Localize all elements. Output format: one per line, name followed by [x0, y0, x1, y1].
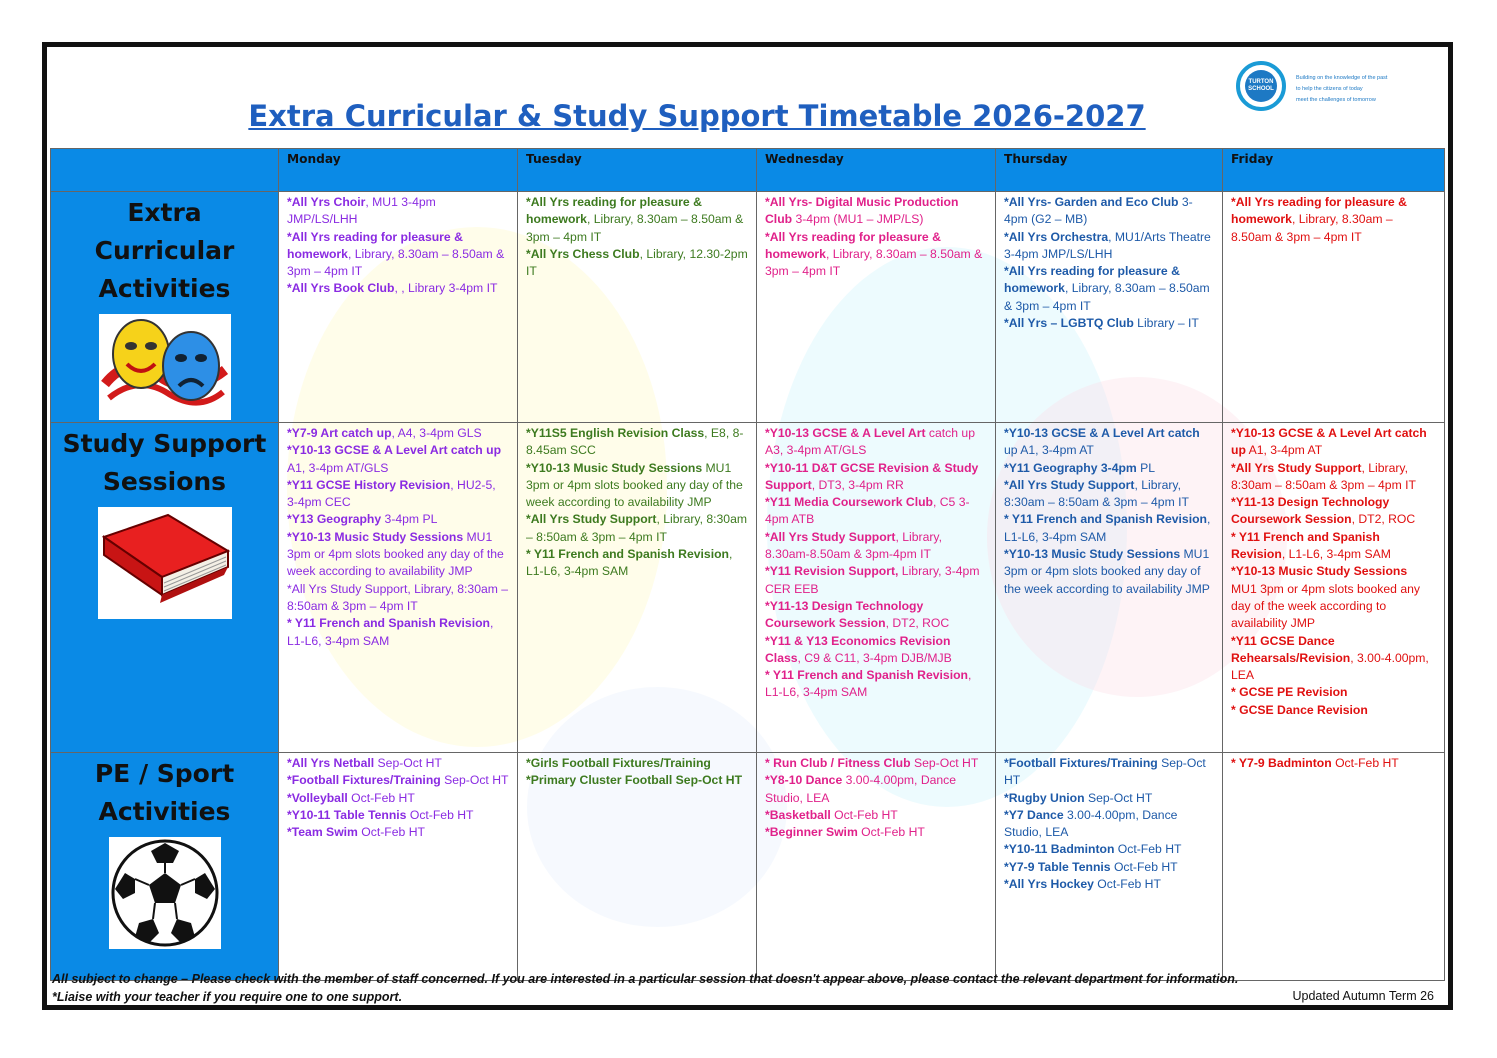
activity-name: *Y11 Geography 3-4pm — [1004, 460, 1137, 475]
activity-entry — [765, 824, 987, 841]
activity-name: *Beginner Swim — [765, 825, 858, 840]
activity-name: *Y11 GCSE Dance Rehearsals/Revision — [1231, 633, 1351, 665]
activity-name: *Y11 Media Coursework Club — [765, 495, 933, 510]
timetable-frame — [42, 42, 1453, 1010]
cell-mon — [279, 423, 518, 753]
footer-updated: Updated Autumn Term 26 — [1292, 989, 1434, 1003]
row-label: Extra Curricular — [94, 198, 235, 265]
row-header-study-support — [51, 423, 279, 753]
activity-details: , Library, 8.30am – 8.50am & 3pm – 4pm IT — [765, 246, 983, 279]
activity-entry — [287, 807, 509, 824]
activity-entry — [526, 460, 748, 512]
activity-entry — [526, 425, 748, 460]
activity-name: *Y11-13 Design Technology Coursework Session — [1231, 495, 1390, 527]
activity-details: up A1, 3-4pm AT — [1004, 443, 1094, 458]
activity-details: Oct-Feb HT — [406, 807, 474, 822]
logo-motto-line: meet the challenges of tomorrow — [1296, 97, 1376, 103]
activity-details: , Library, 8.30am – 8.50am & 3pm – 4pm IT — [526, 212, 744, 244]
activity-details: , C9 & C11, 3-4pm DJB/MJB — [797, 650, 952, 665]
activity-entry — [765, 229, 987, 281]
activity-name: *Y7-9 Table Tennis — [1004, 859, 1111, 874]
page-title: Extra Curricular & Study Support Timetable 2026-2027 — [248, 99, 1146, 133]
activity-details: , Library, 8.30am – 8.50am & 3pm – 4pm IT — [1231, 212, 1393, 244]
activity-name: *All Yrs Study Support — [765, 529, 896, 544]
activity-entry — [287, 229, 509, 281]
activity-entry — [1231, 425, 1436, 460]
day-header-thursday: Thursday — [996, 149, 1223, 192]
activity-entry — [765, 667, 987, 702]
cell-tue — [518, 192, 757, 423]
activity-name: *Y10-13 Music Study Sessions — [1231, 564, 1408, 579]
activity-entry — [1004, 460, 1214, 477]
activity-entry — [287, 425, 509, 442]
cell-tue — [518, 753, 757, 981]
cell-thu — [996, 753, 1223, 981]
football-icon — [109, 837, 221, 949]
activity-details: Sep-Oct HT — [440, 773, 509, 788]
activity-name: * Y11 French and Spanish Revision — [526, 547, 729, 562]
row-label: Activities — [98, 797, 231, 826]
activity-details: , Library, 12.30-2pm IT — [526, 246, 748, 279]
activity-entry — [1004, 876, 1214, 893]
cell-tue — [518, 423, 757, 753]
activity-details: MU1 3pm or 4pm slots booked any day of the week according to availability JMP — [1004, 547, 1210, 596]
activity-details: , Library, 8.30am – 8.50am & 3pm – 4pm IT — [287, 246, 505, 279]
activity-name: *All Yrs reading for pleasure & homework — [287, 229, 463, 261]
activity-entry — [1004, 790, 1214, 807]
activity-entry — [287, 194, 509, 229]
day-header-wednesday: Wednesday — [757, 149, 996, 192]
activity-entry — [765, 425, 987, 460]
activity-name: *Y10-13 GCSE & A Level Art catch — [1004, 426, 1200, 440]
activity-details: , Library, 8:30am – 8:50am & 3pm – 4pm IT — [526, 512, 748, 544]
activity-details: PL — [1136, 460, 1156, 475]
activity-name: *Volleyball — [287, 790, 348, 805]
cell-mon — [279, 192, 518, 423]
activity-name: *All Yrs- Garden and Eco Club — [1004, 195, 1179, 209]
activity-entry — [1004, 315, 1214, 332]
row-label: PE / Sport — [94, 759, 235, 788]
activity-entry — [526, 546, 748, 581]
activity-name: *All Yrs reading for pleasure & homework — [765, 229, 941, 261]
activity-details: , Library, 8:30am – 8:50am & 3pm – 4pm IT — [1004, 477, 1189, 510]
activity-details: , C5 3-4pm ATB — [765, 495, 970, 527]
day-header-tuesday: Tuesday — [518, 149, 757, 192]
activity-entry — [1004, 807, 1214, 842]
activity-details: Oct-Feb HT — [347, 790, 415, 805]
activity-entry — [765, 494, 987, 529]
activity-name: *Football Fixtures/Training — [1004, 756, 1158, 770]
activity-entry — [1231, 684, 1436, 701]
activity-name: *Y11 GCSE History Revision — [287, 477, 451, 492]
activity-name: *All Yrs Chess Club — [526, 246, 640, 261]
activity-details: 3.00-4.00pm, Dance Studio, LEA — [1004, 807, 1178, 840]
activity-name: *All Yrs Hockey — [1004, 877, 1094, 892]
activity-name: *All Yrs Study Support — [1231, 460, 1362, 475]
timetable — [50, 148, 1445, 981]
activity-entry — [1004, 194, 1214, 229]
activity-name: * Run Club / Fitness Club — [765, 756, 911, 770]
activity-name: * Y11 French and Spanish Revision — [287, 616, 490, 631]
row-label: Study Support — [62, 429, 267, 458]
activity-name: *Y11S5 English Revision Class — [526, 426, 705, 440]
activity-name: *All Yrs – LGBTQ Club — [1004, 316, 1134, 331]
activity-name: *Y10-11 Table Tennis — [287, 807, 407, 822]
activity-name: *Y7 Dance — [1004, 807, 1064, 822]
activity-details: A1, 3-4pm AT/GLS — [287, 460, 389, 475]
activity-entry — [1004, 477, 1214, 512]
activity-entry — [287, 477, 509, 512]
activity-details: 3.00-4.00pm, Dance Studio, LEA — [765, 773, 957, 805]
activity-details: , L1-L6, 3-4pm SAM — [1281, 547, 1391, 562]
activity-entry — [287, 755, 509, 772]
activity-entry — [1004, 841, 1214, 858]
row-label: Activities — [98, 274, 231, 303]
activity-entry — [1004, 546, 1214, 598]
activity-name: *All Yrs Choir — [287, 195, 366, 209]
footer — [52, 971, 1442, 1006]
activity-details: , L1-L6, 3-4pm SAM — [765, 668, 972, 700]
activity-entry — [765, 598, 987, 633]
cell-fri — [1223, 423, 1445, 753]
activity-name: *Y10-11 Badminton — [1004, 842, 1115, 857]
activity-entry — [765, 755, 987, 772]
activity-name: * GCSE Dance Revision — [1231, 702, 1368, 717]
activity-name: *Y10-13 GCSE & A Level Art catch up — [1231, 426, 1427, 458]
activity-details: Library – IT — [1133, 316, 1199, 331]
cell-fri — [1223, 192, 1445, 423]
activity-entry — [765, 807, 987, 824]
activity-name: *Y7-9 Art catch up — [287, 426, 392, 440]
activity-name: * Y11 French and Spanish Revision — [1004, 512, 1207, 527]
book-icon — [98, 507, 232, 619]
logo-motto — [1296, 73, 1387, 106]
activity-details: , DT2, ROC — [885, 616, 950, 631]
activity-details: , Library, 8.30am-8.50am & 3pm-4pm IT — [765, 529, 942, 562]
activity-name: *Y11 Revision Support, — [765, 564, 899, 579]
activity-details: Oct-Feb HT — [830, 807, 898, 822]
activity-name: *Football Fixtures/Training — [287, 773, 441, 788]
activity-name: *All Yrs Orchestra — [1004, 229, 1109, 244]
activity-name: * Y7-9 Badminton — [1231, 756, 1332, 770]
activity-details: 3-4pm (MU1 – JMP/LS) — [792, 212, 924, 227]
activity-details: , , Library 3-4pm IT — [394, 281, 498, 296]
activity-name: *Y11-13 Design Technology Coursework Session — [765, 598, 924, 631]
activity-details: , DT2, ROC — [1351, 512, 1416, 527]
activity-details: Library, 3-4pm CER EEB — [765, 564, 980, 596]
footer-disclaimer: All subject to change – Please check with the member of staff concerned. If you are interested in a particular session that doesn't appear above, please contact the relevant department for information. — [52, 972, 1239, 986]
activity-details: *All Yrs Study Support, Library, 8:30am – 8:50am & 3pm – 4pm IT — [287, 581, 509, 613]
activity-entry — [1004, 755, 1214, 790]
activity-entry — [1231, 529, 1436, 564]
activity-name: *Y10-13 Music Study Sessions — [287, 529, 464, 544]
activity-name: *Y11 & Y13 Economics Revision Class — [765, 633, 951, 665]
day-header-monday: Monday — [279, 149, 518, 192]
activity-entry — [1004, 263, 1214, 315]
cell-wed — [757, 753, 996, 981]
activity-details: , A4, 3-4pm GLS — [391, 426, 482, 440]
activity-entry — [1231, 194, 1436, 246]
activity-entry — [526, 772, 748, 789]
activity-name: *Basketball — [765, 807, 831, 822]
cell-mon — [279, 753, 518, 981]
activity-entry — [526, 755, 748, 772]
activity-name: *All Yrs reading for pleasure & homework — [1231, 195, 1407, 227]
activity-entry — [287, 824, 509, 841]
activity-details: Sep-Oct HT — [910, 756, 979, 770]
activity-details: , MU1 3-4pm JMP/LS/LHH — [287, 195, 436, 227]
row-pe-sport — [51, 753, 1445, 981]
activity-name: *All Yrs Book Club — [287, 281, 395, 296]
activity-entry — [1004, 425, 1214, 460]
activity-entry — [1231, 633, 1436, 685]
activity-entry — [287, 280, 509, 297]
activity-name: *Y10-13 Music Study Sessions — [526, 460, 703, 475]
activity-entry — [287, 529, 509, 581]
row-label: Sessions — [102, 467, 227, 496]
cell-fri — [1223, 753, 1445, 981]
activity-entry — [1004, 859, 1214, 876]
logo-motto-line: to help the citizens of today — [1296, 86, 1363, 92]
activity-name: *Y10-11 D&T GCSE Revision & Study Support — [765, 460, 979, 492]
activity-details: catch up A3, 3-4pm AT/GLS — [765, 426, 975, 458]
activity-name: *Primary Cluster Football Sep-Oct HT — [526, 773, 743, 788]
activity-entry — [765, 194, 987, 229]
activity-details: 3-4pm PL — [381, 512, 438, 527]
activity-entry — [1004, 229, 1214, 264]
activity-details: Sep-Oct HT — [1084, 790, 1153, 805]
activity-details: Oct-Feb HT — [357, 825, 425, 840]
header-corner — [51, 149, 279, 192]
activity-entry — [1231, 460, 1436, 495]
activity-entry — [287, 772, 509, 789]
activity-name: *All Yrs Study Support — [1004, 477, 1135, 492]
activity-details: , HU2-5, 3-4pm CEC — [287, 477, 496, 510]
activity-name: *Girls Football Fixtures/Training — [526, 756, 711, 770]
activity-entry — [1231, 494, 1436, 529]
activity-name: *Y10-13 Music Study Sessions — [1004, 547, 1181, 562]
day-header-friday: Friday — [1223, 149, 1445, 192]
activity-details: , L1-L6, 3-4pm SAM — [1004, 512, 1211, 544]
activity-entry — [526, 194, 748, 246]
cell-wed — [757, 423, 996, 753]
activity-details: MU1 3pm or 4pm slots booked any day of the week according to availability JMP — [526, 460, 743, 510]
activity-entry — [287, 581, 509, 616]
activity-name: *All Yrs- Digital Music Production Club — [765, 195, 959, 227]
day-header-row — [51, 149, 1445, 192]
activity-name: *All Yrs reading for pleasure & homework — [526, 195, 702, 227]
activity-name: * Y11 French and Spanish Revision — [765, 668, 968, 683]
activity-entry — [287, 790, 509, 807]
cell-thu — [996, 192, 1223, 423]
cell-thu — [996, 423, 1223, 753]
row-extra-curricular — [51, 192, 1445, 423]
activity-details: A1, 3-4pm AT — [1245, 443, 1323, 458]
row-header-pe-sport — [51, 753, 279, 981]
activity-name: *Y13 Geography — [287, 512, 382, 527]
activity-details: Oct-Feb HT — [857, 825, 925, 840]
activity-entry — [526, 511, 748, 546]
activity-details: , 3.00-4.00pm, LEA — [1231, 650, 1429, 683]
activity-entry — [287, 615, 509, 650]
activity-details: Oct-Feb HT — [1093, 877, 1161, 892]
row-header-extra-curricular — [51, 192, 279, 423]
activity-details: , DT3, 3-4pm RR — [811, 477, 904, 492]
activity-details: , MU1/Arts Theatre 3-4pm JMP/LS/LHH — [1004, 229, 1211, 261]
activity-entry — [1231, 702, 1436, 719]
activity-details: Oct-Feb HT — [1110, 859, 1178, 874]
activity-details: Sep-Oct HT — [1004, 756, 1206, 788]
activity-details: Oct-Feb HT — [1114, 842, 1182, 857]
activity-entry — [1231, 755, 1436, 772]
activity-details: 3-4pm (G2 – MB) — [1004, 195, 1193, 227]
activity-name: * Y11 French and Spanish Revision — [1231, 529, 1380, 562]
activity-details: , Library, 8.30am – 8.50am & 3pm – 4pm IT — [1004, 281, 1210, 313]
activity-entry — [765, 529, 987, 564]
theatre-masks-icon — [99, 314, 231, 420]
activity-entry — [765, 633, 987, 668]
row-study-support — [51, 423, 1445, 753]
activity-details: , L1-L6, 3-4pm SAM — [287, 616, 494, 648]
logo-badge: TURTON SCHOOL — [1245, 70, 1277, 102]
activity-entry — [287, 511, 509, 528]
activity-details: , Library, 8:30am – 8:50am & 3pm – 4pm IT — [1231, 460, 1416, 492]
activity-details: Sep-Oct HT — [374, 756, 442, 770]
activity-name: *Y10-13 GCSE & A Level Art — [765, 426, 926, 440]
activity-name: *Y10-13 GCSE & A Level Art catch up — [287, 443, 502, 458]
activity-entry — [1004, 511, 1214, 546]
activity-details: , L1-L6, 3-4pm SAM — [526, 547, 733, 579]
activity-name: *Rugby Union — [1004, 790, 1085, 805]
footer-support-note: *Liaise with your teacher if you require one to one support. — [52, 989, 403, 1004]
activity-name: *Y8-10 Dance — [765, 773, 843, 788]
activity-entry — [765, 460, 987, 495]
activity-name: * GCSE PE Revision — [1231, 685, 1348, 700]
activity-name: *Team Swim — [287, 825, 358, 840]
activity-entry — [765, 772, 987, 807]
activity-name: *All Yrs reading for pleasure & homework — [1004, 264, 1180, 296]
logo-motto-line: Building on the knowledge of the past — [1296, 75, 1388, 81]
activity-entry — [526, 246, 748, 281]
activity-details: Oct-Feb HT — [1331, 756, 1399, 770]
activity-details: MU1 3pm or 4pm slots booked any day of the week according to availability JMP — [287, 529, 504, 579]
activity-entry — [1231, 563, 1436, 632]
cell-wed — [757, 192, 996, 423]
activity-name: *All Yrs Netball — [287, 756, 375, 770]
activity-details: MU1 3pm or 4pm slots booked any day of the week according to availability JMP — [1231, 581, 1420, 631]
activity-name: *All Yrs Study Support — [526, 512, 657, 527]
school-logo — [1236, 59, 1386, 123]
activity-details: , E8, 8-8.45am SCC — [526, 426, 744, 458]
activity-entry — [765, 563, 987, 598]
activity-entry — [287, 442, 509, 477]
